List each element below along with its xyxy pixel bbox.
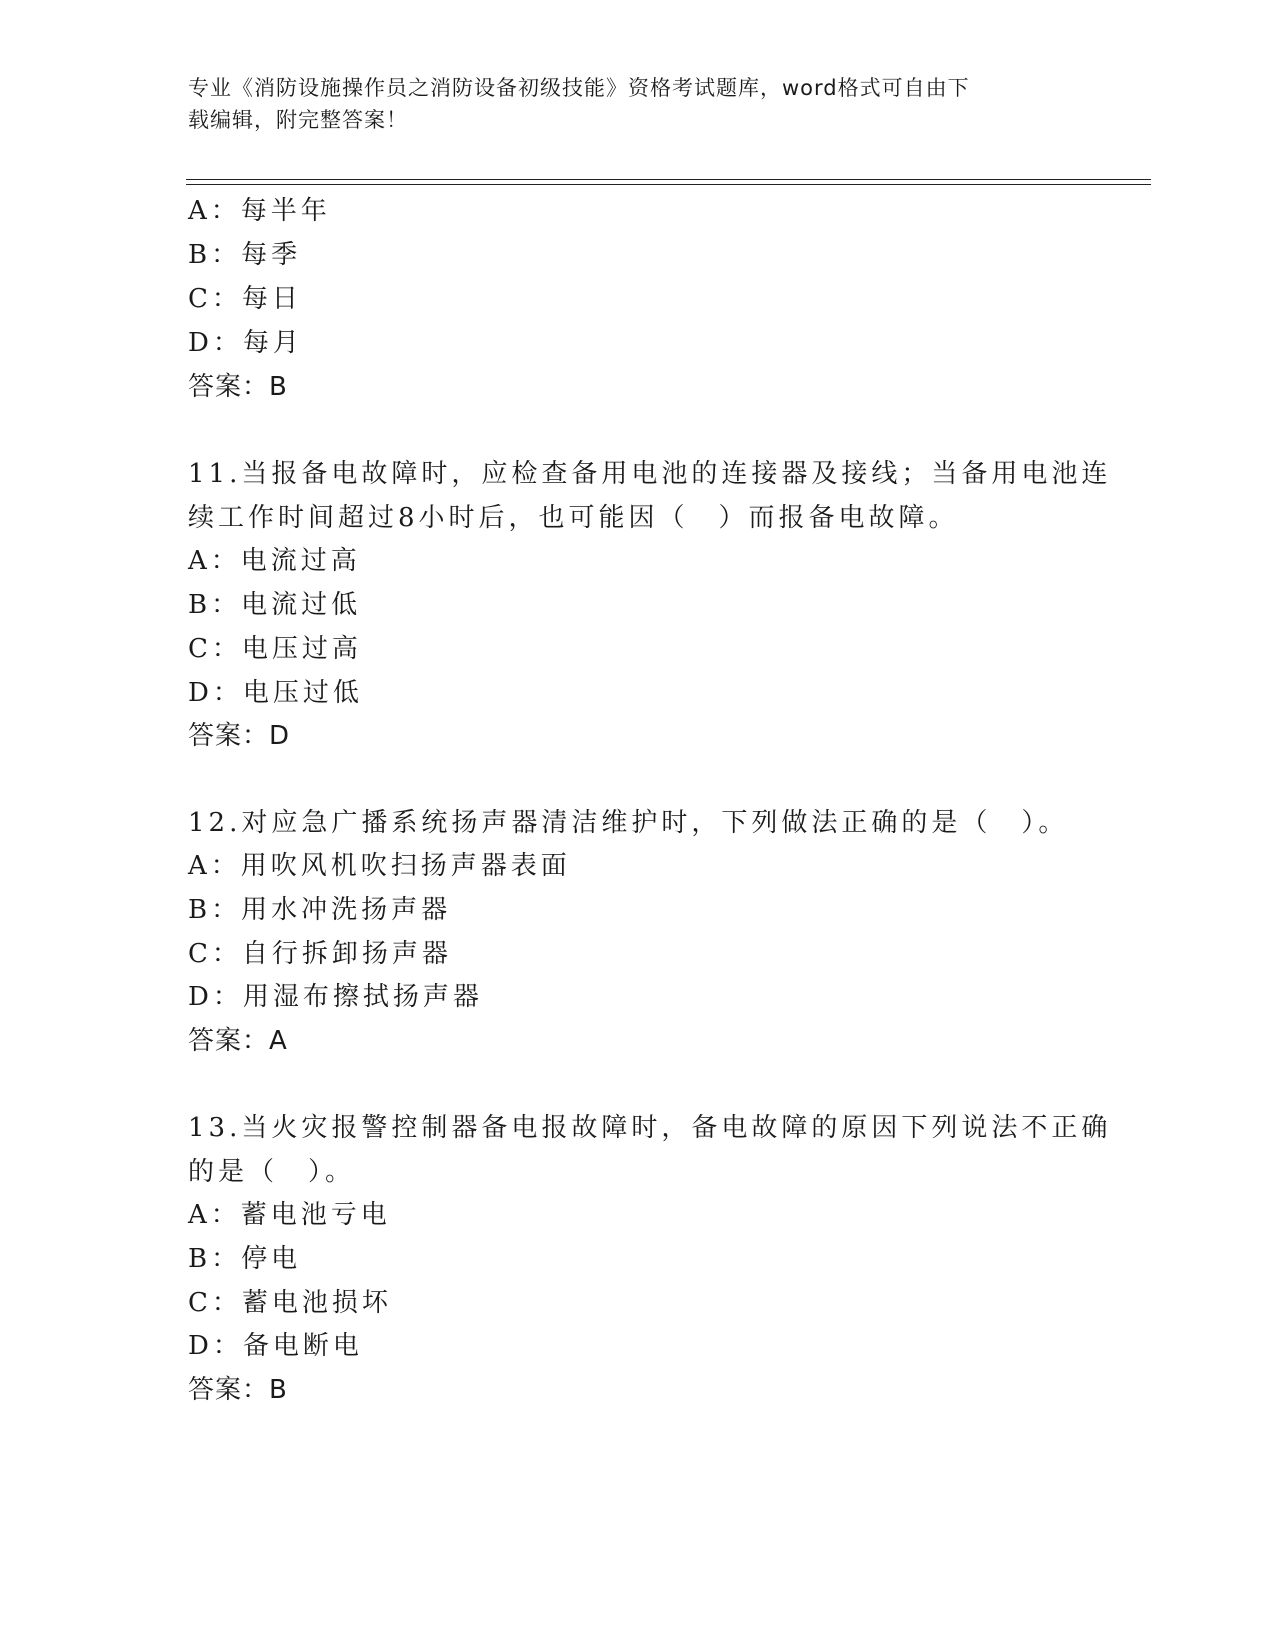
q10-option-d: D：每月 <box>188 328 303 358</box>
q12-stem-line-1: 12.对应急广播系统扬声器清洁维护时，下列做法正确的是（ ）。 <box>188 808 1069 838</box>
q10-answer: 答案：B <box>188 372 288 402</box>
q12-option-c: C：自行拆卸扬声器 <box>188 939 452 969</box>
q12-option-b: B：用水冲洗扬声器 <box>188 895 452 925</box>
q12-option-d: D：用湿布擦拭扬声器 <box>188 982 483 1012</box>
q11-stem-line-2: 续工作时间超过8小时后，也可能因（ ）而报备电故障。 <box>188 503 959 533</box>
q11-option-c: C：电压过高 <box>188 634 362 664</box>
q11-answer: 答案：D <box>188 721 291 751</box>
q12-answer: 答案：A <box>188 1026 288 1056</box>
header-line-1: 专业《消防设施操作员之消防设备初级技能》资格考试题库，word格式可自由下 <box>188 76 970 100</box>
q12-option-a: A：用吹风机吹扫扬声器表面 <box>188 851 571 881</box>
header-rule-bottom <box>186 184 1151 185</box>
q11-option-d: D：电压过低 <box>188 678 363 708</box>
q13-option-b: B：停电 <box>188 1244 302 1274</box>
q13-stem-line-1: 13.当火灾报警控制器备电报故障时，备电故障的原因下列说法不正确 <box>188 1113 1112 1143</box>
q13-option-d: D：备电断电 <box>188 1331 363 1361</box>
q13-option-c: C：蓄电池损坏 <box>188 1288 392 1318</box>
q11-option-b: B：电流过低 <box>188 590 362 620</box>
q11-stem-line-1: 11.当报备电故障时，应检查备用电池的连接器及接线；当备用电池连 <box>188 459 1112 489</box>
q11-option-a: A：电流过高 <box>188 546 361 576</box>
q10-option-a: A：每半年 <box>188 196 331 226</box>
document-header <box>188 72 1088 136</box>
q13-answer: 答案：B <box>188 1375 288 1405</box>
q10-option-b: B：每季 <box>188 240 302 270</box>
header-rule-top <box>186 179 1151 180</box>
header-line-2: 载编辑，附完整答案！ <box>188 108 408 132</box>
q10-option-c: C：每日 <box>188 284 302 314</box>
q13-stem-line-2: 的是（ ）。 <box>188 1157 356 1187</box>
q13-option-a: A：蓄电池亏电 <box>188 1200 391 1230</box>
